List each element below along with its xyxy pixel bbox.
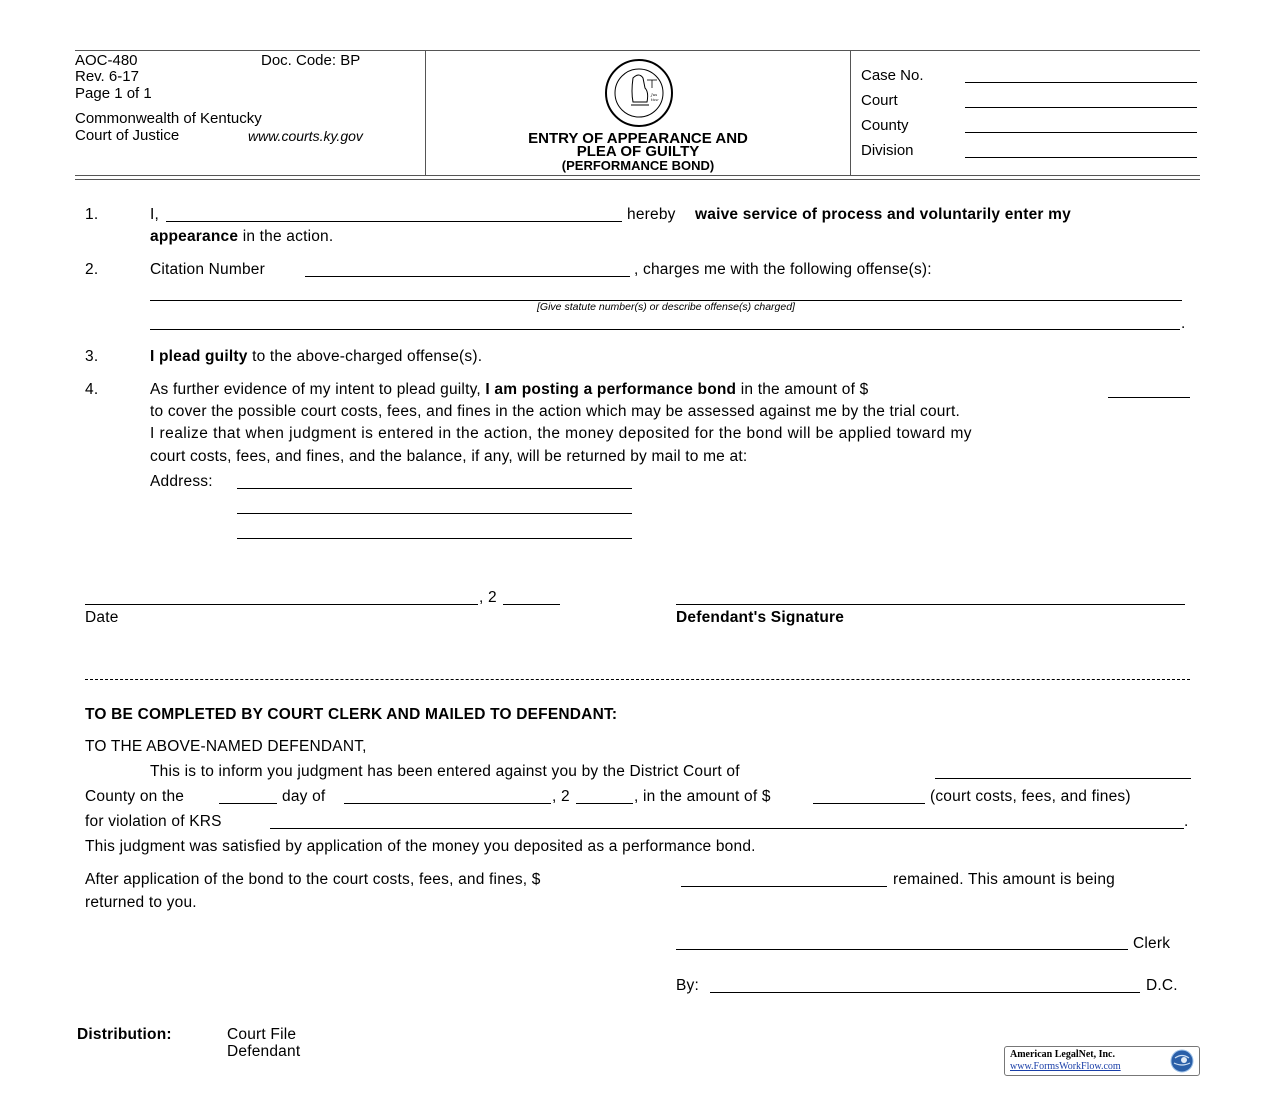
- deputy-clerk-signature-field[interactable]: [710, 992, 1140, 993]
- clerk-p1-a: This is to inform you judgment has been entered against you by the District Court of: [150, 763, 740, 780]
- clerk-p1-satisfied: This judgment was satisfied by application of the money you deposited as a performance bond.: [85, 838, 756, 855]
- bond-amount-field[interactable]: [1108, 397, 1190, 398]
- item-4-line3: I realize that when judgment is entered in the action, the money deposited for the bond will be applied toward my: [150, 425, 973, 442]
- item-1-waive-text: waive service of process and voluntarily enter my: [695, 206, 1071, 223]
- clerk-p1-costs: (court costs, fees, and fines): [930, 788, 1131, 805]
- legalnet-brand: American LegalNet, Inc.: [1010, 1049, 1115, 1060]
- krs-period: .: [1184, 813, 1189, 830]
- county-label: County: [861, 117, 909, 134]
- item-3-rest: to the above-charged offense(s).: [252, 348, 483, 365]
- court-label: Court: [861, 92, 898, 109]
- county-field[interactable]: [965, 132, 1197, 133]
- item-1-rest: in the action.: [242, 228, 334, 245]
- item-1-prefix: I,: [150, 206, 160, 223]
- item-4-line1-a: As further evidence of my intent to plead guilty,: [150, 381, 481, 398]
- division-label: Division: [861, 142, 914, 159]
- date-year-field[interactable]: [503, 604, 560, 605]
- offense-period: .: [1181, 315, 1186, 332]
- revision: Rev. 6-17: [75, 68, 139, 85]
- clerk-signature-field[interactable]: [676, 949, 1128, 950]
- legalnet-url[interactable]: www.FormsWorkFlow.com: [1010, 1061, 1121, 1072]
- clerk-p1-county-on-the: County on the: [85, 788, 185, 805]
- address-field-2[interactable]: [237, 513, 632, 514]
- item-1-hereby: hereby: [627, 206, 676, 223]
- distribution-label: Distribution:: [77, 1026, 172, 1043]
- title-line-1: ENTRY OF APPEARANCE AND: [528, 130, 748, 147]
- judgment-year-field[interactable]: [576, 803, 633, 804]
- date-label: Date: [85, 609, 119, 626]
- cut-line: [85, 679, 1190, 680]
- item-1-appearance: appearance: [150, 228, 239, 245]
- address-label: Address:: [150, 473, 213, 490]
- defendant-signature-label: Defendant's Signature: [676, 609, 845, 626]
- clerk-p1-day-of: day of: [282, 788, 326, 805]
- judgment-day-field[interactable]: [219, 803, 277, 804]
- form-number: AOC-480: [75, 52, 138, 69]
- kentucky-seal: [589, 58, 689, 128]
- krs-field[interactable]: [270, 828, 1184, 829]
- citation-number-label: Citation Number: [150, 261, 265, 278]
- legalnet-globe-icon: [1169, 1048, 1195, 1079]
- title-line-2: PLEA OF GUILTY: [576, 143, 700, 160]
- header-bottom-rule: [75, 175, 1200, 176]
- clerk-label: Clerk: [1133, 935, 1171, 952]
- page-number: Page 1 of 1: [75, 85, 152, 102]
- dc-label: D.C.: [1146, 977, 1178, 994]
- address-field-1[interactable]: [237, 488, 632, 489]
- date-field[interactable]: [85, 604, 478, 605]
- item-3-number: 3.: [85, 348, 99, 365]
- judgment-month-field[interactable]: [344, 803, 551, 804]
- header-divider-right: [850, 50, 851, 176]
- judgment-amount-field[interactable]: [813, 803, 925, 804]
- item-4-performance-bond: I am posting a performance bond: [485, 381, 737, 398]
- distribution-court-file: Court File: [227, 1026, 297, 1043]
- svg-text:Jus: Jus: [651, 92, 658, 97]
- division-field[interactable]: [965, 157, 1197, 158]
- commonwealth-label: Commonwealth of Kentucky: [75, 110, 262, 127]
- svg-text:tice: tice: [651, 97, 659, 102]
- by-label: By:: [676, 977, 699, 994]
- court-of-justice-label: Court of Justice: [75, 127, 180, 144]
- clerk-p1-year-prefix: , 2: [552, 788, 570, 805]
- clerk-p2-a: After application of the bond to the court costs, fees, and fines, $: [85, 871, 541, 888]
- clerk-p2-returned: returned to you.: [85, 894, 197, 911]
- offense-hint: [Give statute number(s) or describe offense(s) charged]: [537, 301, 795, 313]
- item-4-line2: to cover the possible court costs, fees, and fines in the action which may be assessed against me by the trial court.: [150, 403, 961, 420]
- district-court-county-field[interactable]: [935, 778, 1191, 779]
- defendant-name-field[interactable]: [166, 221, 622, 222]
- item-4-line1-c: in the amount of $: [740, 381, 869, 398]
- case-no-label: Case No.: [861, 67, 924, 84]
- clerk-p1-amount-of: , in the amount of $: [634, 788, 771, 805]
- header-bottom-rule-2: [75, 179, 1200, 180]
- doc-code: Doc. Code: BP: [261, 52, 361, 69]
- item-4-number: 4.: [85, 381, 99, 398]
- legalnet-badge[interactable]: [1004, 1046, 1200, 1076]
- remaining-amount-field[interactable]: [681, 886, 887, 887]
- website: www.courts.ky.gov: [248, 128, 363, 144]
- header-top-rule: [75, 50, 1200, 51]
- case-no-field[interactable]: [965, 82, 1197, 83]
- item-4-line4: court costs, fees, and fines, and the balance, if any, will be returned by mail to me at:: [150, 448, 748, 465]
- title-line-3: (PERFORMANCE BOND): [561, 158, 715, 173]
- clerk-p2-remained: remained. This amount is being: [893, 871, 1115, 888]
- date-year-prefix: , 2: [479, 589, 497, 606]
- defendant-signature-field[interactable]: [676, 604, 1185, 605]
- item-3-plead-guilty: I plead guilty: [150, 348, 248, 365]
- distribution-defendant: Defendant: [227, 1043, 301, 1060]
- clerk-p1-violation-of-krs: for violation of KRS: [85, 813, 222, 830]
- item-1-number: 1.: [85, 206, 99, 223]
- clerk-heading: TO BE COMPLETED BY COURT CLERK AND MAILED TO DEFENDANT:: [85, 706, 618, 723]
- item-2-rest: , charges me with the following offense(s):: [634, 261, 932, 278]
- court-field[interactable]: [965, 107, 1197, 108]
- citation-number-field[interactable]: [305, 276, 630, 277]
- clerk-salutation: TO THE ABOVE-NAMED DEFENDANT,: [85, 738, 367, 755]
- item-2-number: 2.: [85, 261, 99, 278]
- address-field-3[interactable]: [237, 538, 632, 539]
- offense-field-2[interactable]: [150, 329, 1180, 330]
